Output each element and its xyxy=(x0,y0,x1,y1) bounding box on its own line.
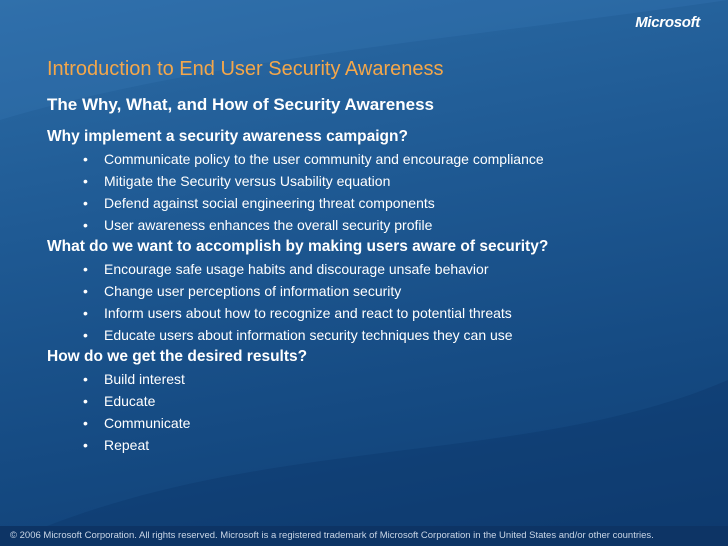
copyright-text: © 2006 Microsoft Corporation. All rights reserved. Microsoft is a registered trademark of Microsoft Corporation in the United States and/or other countries. xyxy=(10,530,654,541)
list-item xyxy=(47,258,707,280)
bullet-dot-icon: • xyxy=(83,415,88,431)
list-item-text: Communicate policy to the user community and encourage compliance xyxy=(104,151,544,167)
slide-content xyxy=(47,126,707,456)
list-item-text: Inform users about how to recognize and react to potential threats xyxy=(104,305,512,321)
list-item xyxy=(47,368,707,390)
list-item-text: Repeat xyxy=(104,437,150,453)
bullet-dot-icon: • xyxy=(83,305,88,321)
bullet-list-what xyxy=(47,258,707,346)
list-item-text: Educate xyxy=(104,393,156,409)
list-item xyxy=(47,192,707,214)
bullet-dot-icon: • xyxy=(83,151,88,167)
bullet-dot-icon: • xyxy=(83,371,88,387)
bullet-dot-icon: • xyxy=(83,173,88,189)
bullet-dot-icon: • xyxy=(83,195,88,211)
list-item xyxy=(47,170,707,192)
list-item xyxy=(47,280,707,302)
list-item xyxy=(47,324,707,346)
bullet-dot-icon: • xyxy=(83,261,88,277)
section-heading-why: Why implement a security awareness campaign? xyxy=(47,128,408,145)
list-item xyxy=(47,148,707,170)
list-item xyxy=(47,434,707,456)
list-item-text: Build interest xyxy=(104,371,185,387)
bullet-dot-icon: • xyxy=(83,283,88,299)
microsoft-logo: Microsoft xyxy=(635,14,700,31)
bullet-dot-icon: • xyxy=(83,217,88,233)
list-item xyxy=(47,390,707,412)
section-heading-what: What do we want to accomplish by making users aware of security? xyxy=(47,238,549,255)
list-item-text: Encourage safe usage habits and discourage unsafe behavior xyxy=(104,261,489,277)
list-item-text: Change user perceptions of information security xyxy=(104,283,402,299)
bullet-dot-icon: • xyxy=(83,327,88,343)
list-item xyxy=(47,214,707,236)
bullet-list-how xyxy=(47,368,707,456)
footer-bar xyxy=(0,526,728,546)
list-item xyxy=(47,412,707,434)
list-item-text: Educate users about information security techniques they can use xyxy=(104,327,513,343)
slide-title: Introduction to End User Security Awareness xyxy=(47,58,444,80)
bullet-dot-icon: • xyxy=(83,437,88,453)
slide-subtitle: The Why, What, and How of Security Awareness xyxy=(47,95,434,114)
bullet-dot-icon: • xyxy=(83,393,88,409)
list-item-text: User awareness enhances the overall security profile xyxy=(104,217,433,233)
bullet-list-why xyxy=(47,148,707,236)
list-item-text: Mitigate the Security versus Usability equation xyxy=(104,173,391,189)
list-item-text: Defend against social engineering threat components xyxy=(104,195,435,211)
list-item xyxy=(47,302,707,324)
section-heading-how: How do we get the desired results? xyxy=(47,348,308,365)
list-item-text: Communicate xyxy=(104,415,191,431)
